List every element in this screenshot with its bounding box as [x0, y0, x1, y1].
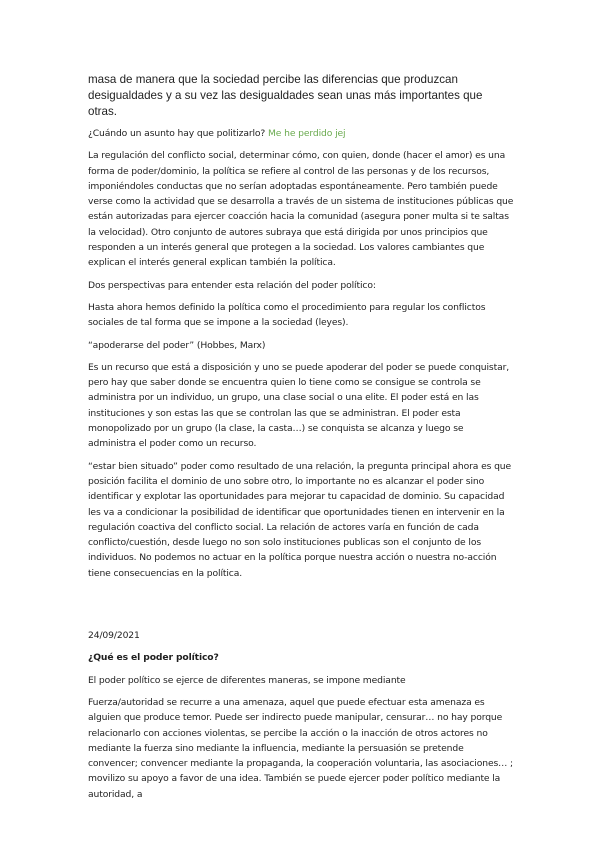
- date-line: 24/09/2021: [88, 630, 140, 642]
- paragraph-exercise: El poder político se ejerce de diferentes maneras, se impone mediante: [88, 674, 406, 686]
- paragraph-resource: Es un recurso que está a disposición y uno se puede apoderar del poder se puede conquistar, pero hay que saber donde se encuentra quien lo tiene como se consigue se controla se administra por un individuo, un grupo, una clase social o una elite. El poder está en las instituciones y son estas las que se controlan las que se administran. El poder esta monopolizado por un grupo (la clase, la casta…) se conquista se alcanza y luego se administra el poder como un recurso.: [88, 361, 510, 450]
- question-note: Me he perdido jej: [268, 128, 346, 139]
- paragraph-force-authority: Fuerza/autoridad se recurre a una amenaza, aquel que puede efectuar esta amenaza es alguien que produce temor. Puede ser indirecto puede manipular, censurar… no hay porque relacionarlo con acciones violentas, se percibe la acción o la inacción de otros actores no mediante la fuerza sino mediante la influencia, mediante la persuasión se pretende convencer; convencer mediante la propaganda, la cooperación voluntaria, las asociaciones… ; movilizo su apoyo a favor de una idea. También se puede ejercer poder político mediante la autoridad, a: [88, 696, 513, 800]
- document-body: [88, 72, 514, 809]
- paragraph-perspectives: Dos perspectivas para entender esta relación del poder político:: [88, 279, 376, 291]
- section-heading: ¿Qué es el poder político?: [88, 652, 219, 664]
- paragraph-regulation: La regulación del conflicto social, determinar cómo, con quien, donde (hacer el amor) es una forma de poder/dominio, la política se refiere al control de las personas y de los recursos, imponiéndoles conductas que no serían adoptadas espontáneamente. Pero también puede verse como la actividad que se desarrolla a través de un sistema de instituciones públicas que están autorizadas para ejercer coacción hacia la comunidad (asegura poner multa si te saltas la velocidad). Otro conjunto de autores subraya que está dirigida por unos principios que responden a un interés general que protegen a la sociedad. Los valores cambiantes que explican el interés general explican también la política.: [88, 150, 514, 269]
- spacer: [88, 588, 514, 628]
- lead-paragraph: masa de manera que la sociedad percibe las diferencias que produzcan desigualdades y a su vez las desigualdades sean unas más importantes que otras.: [88, 73, 483, 118]
- paragraph-apoderarse-heading: “apoderarse del poder” (Hobbes, Marx): [88, 339, 266, 351]
- paragraph-definition: Hasta ahora hemos definido la política como el procedimiento para regular los conflictos sociales de tal forma que se impone a la sociedad (leyes).: [88, 301, 486, 329]
- question-text: ¿Cuándo un asunto hay que politizarlo?: [88, 128, 266, 139]
- question-paragraph: [88, 126, 514, 141]
- paragraph-bien-situado: “estar bien situado” poder como resultado de una relación, la pregunta principal ahora es que posición facilita el dominio de uno sobre otro, lo importante no es alcanzar el poder sino identificar y explotar las oportunidades para mejorar tu capacidad de dominio. Su capacidad les va a condicionar la posibilidad de identificar que oportunidades tienen en intervenir en la regulación coactiva del conflicto social. La relación de actores varía en función de cada conflicto/cuestión, desde luego no son solo instituciones publicas son el conjunto de los individuos. No podemos no actuar en la política porque nuestra acción o nuestra no-acción tiene consecuencias en la política.: [88, 460, 512, 579]
